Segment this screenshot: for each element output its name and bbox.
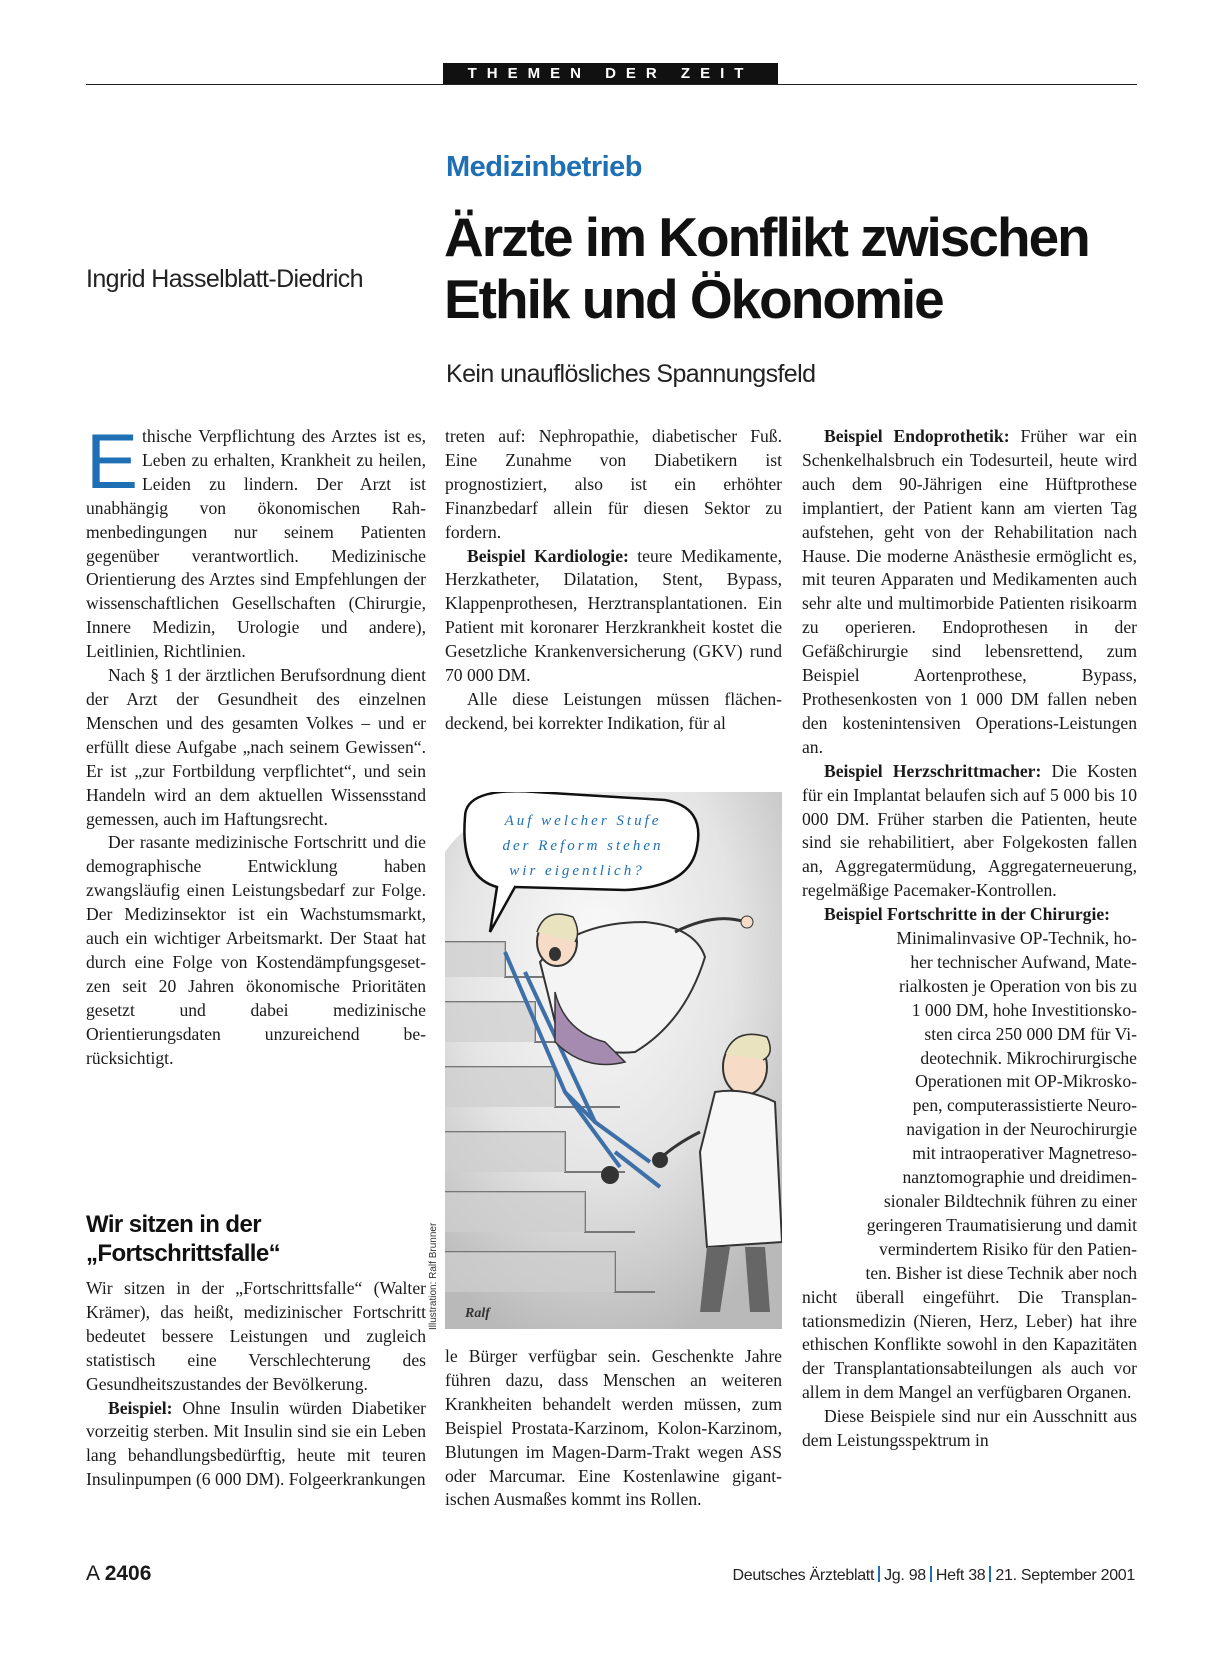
paragraph-text: thische Verpflichtung des Arztes ist es, Leben zu erhalten, Krankheit zu heilen, Leiden zu lindern. Der Arzt ist unabhängig von ökonomischen Rahmenbedingungen nur seinem Patienten gegenüber verantwortlich. Medizinische Orientierung des Arztes sind Empfehlungen der wissenschaftlichen Gesellschaften (Chirurgie, Innere Medizin, Urologie und andere), Leitlinien, Richtlinien. (86, 426, 426, 662)
journal-issue: Heft 38 (935, 1567, 986, 1584)
paragraph: Wir sitzen in der „Fortschrittsfalle“ (Walter Krämer), das heißt, medizinischer Fortschritt bedeutet bessere Leistungen und zugleich statistisch eine Verschlechterung des Gesundheitszustandes der Bevölkerung. (86, 1278, 426, 1394)
wrapped-lines (802, 927, 1137, 1286)
wrapped-line: sionaler Bildtechnik führen zu einer (883, 1191, 1137, 1211)
paragraph-text: teure Medikamente, Herzkatheter, Dilatation, Stent, Bypass, Klappenprothesen, Herztransplantationen. Ein Patient mit koronarer Herzkrankheit kostet die Gesetzliche Krankenversicherung (GKV) rund 70 000 DM. (445, 545, 782, 686)
wrapped-line: ten. Bisher ist diese Technik aber noch (865, 1262, 1137, 1283)
paragraph (802, 903, 1137, 927)
paragraph (86, 1397, 426, 1493)
wrapped-line: rialkosten je Operation von bis zu (899, 975, 1137, 996)
wrapped-line: 1 000 DM, hohe Investitionsko- (911, 999, 1137, 1020)
speech-line-1: Auf welcher Stufe (504, 813, 662, 829)
wrapped-line: nanztomographie und dreidimen- (902, 1167, 1137, 1188)
journal-volume: Jg. 98 (884, 1567, 926, 1584)
drop-cap: E (86, 417, 139, 505)
bold-lead: Beispiel Kardiologie: (467, 545, 629, 566)
paragraph-text: Die Kosten für ein Implantat belaufen sich auf 5 000 bis 10 000 DM. Früher starben die Patienten, heute sind sie rehabilitiert, aber Folgekosten fallen an, Aggregatermüdung, Aggregaterneuerung, regelmäßige Pacemaker-Kontrollen. (802, 760, 1137, 901)
wrapped-line: navigation in der Neurochirurgie (906, 1119, 1137, 1140)
page-number-value: 2406 (104, 1562, 152, 1585)
paragraph (802, 425, 1137, 760)
wrapped-line: Operationen mit OP-Mikrosko- (915, 1071, 1137, 1092)
column-2-top (445, 425, 782, 736)
separator (989, 1566, 991, 1582)
wrapped-line: deotechnik. Mikrochirurgische (920, 1047, 1137, 1068)
bold-lead: Beispiel: (108, 1397, 173, 1418)
section-subhead (86, 1210, 426, 1268)
artist-signature: Ralf (465, 1306, 490, 1321)
subhead-line-1: Wir sitzen in der (86, 1211, 261, 1238)
issue-date: 21. September 2001 (995, 1567, 1135, 1584)
footer-citation (732, 1566, 1135, 1585)
column-1-top (86, 417, 426, 1070)
bold-lead: Beispiel Fortschritte in der Chirurgie: (824, 904, 1111, 925)
column-2-bottom (445, 1345, 782, 1512)
page-number (86, 1562, 151, 1586)
subhead-line-2: „Fortschrittsfalle“ (86, 1240, 280, 1267)
wrapped-line: mit intraoperativer Magnetreso- (912, 1143, 1137, 1164)
article-title (444, 206, 1144, 330)
cartoon-illustration (445, 792, 782, 1329)
paragraph (802, 760, 1137, 903)
wrapped-line: vermindertem Risiko für den Patien- (879, 1238, 1137, 1259)
paragraph: Diese Beispiele sind nur ein Ausschnitt aus dem Leistungsspektrum in (802, 1406, 1137, 1451)
title-line-1: Ärzte im Konflikt zwischen (444, 206, 1089, 268)
article-author: Ingrid Hasselblatt-Diedrich (86, 265, 363, 293)
title-line-2: Ethik und Ökonomie (444, 268, 943, 330)
paragraph: nicht überall eingeführt. Die Transplantationsmedizin (Nieren, Herz, Leber) hat ihre ethischen Konflikte sowohl in den Kapazitäten der Transplantationsabteilungen als auch vor allem in dem Mangel an verfügbaren Organen. (802, 1286, 1137, 1403)
paragraph: le Bürger verfügbar sein. Geschenkte Jahre führen dazu, dass Menschen an weiteren Krankheiten behandelt werden müssen, zum Beispiel Prostata-Karzinom, Kolon-Karzinom, Blutungen im Magen-Darm-Trakt wegen ASS oder Marcumar. Eine Kostenlawine gigantischen Ausmaßes kommt ins Rollen. (445, 1346, 782, 1510)
wrapped-line: geringeren Traumatisierung und damit (866, 1214, 1137, 1235)
speech-line-2: der Reform stehen (502, 838, 664, 854)
speech-line-3: wir eigentlich? (509, 863, 645, 879)
column-1-bottom (86, 1277, 426, 1492)
wrapped-line: sten circa 250 000 DM für Vi- (924, 1023, 1137, 1044)
illustration-credit: Illustration: Ralf Brunner (428, 1222, 439, 1330)
paragraph (86, 417, 426, 664)
paragraph: Nach § 1 der ärztlichen Berufsordnung dient der Arzt der Gesundheit des einzelnen Menschen und des gesamten Volkes – und er erfüllt diese Aufgabe „nach seinem Gewissen“. Er ist „zur Fortbildung verpflichtet“, und sein Handeln wird an dem aktuellen Wissensstand gemessen, auch im Haftungsrecht. (86, 665, 426, 829)
page-prefix: A (86, 1562, 99, 1585)
paragraph-text: Früher war ein Schenkelhalsbruch ein Todesurteil, heute wird auch dem 90-Jährigen eine Hüftprothese implantiert, der Patient kann am vierten Tag aufstehen, geht von der Rehabilitation nach Hause. Die moderne Anästhesie ermöglicht es, mit teuren Apparaten und Medikamenten auch sehr alte und multimorbide Patienten risikoarm zu operieren. Endoprothesen in der Gefäßchirurgie sind lebensrettend, zum Beispiel Aortenprothese, Bypass, Prothesenkosten von 1 000 DM fallen neben den kostenintensiven Operations-Leistungen an. (802, 426, 1137, 757)
paragraph: Alle diese Leistungen müssen flächendeckend, bei korrekter Indikation, für al (445, 688, 782, 733)
wrapped-line: Minimalinvasive OP-Technik, ho- (896, 928, 1137, 949)
article-subtitle: Kein unauflösliches Spannungsfeld (446, 360, 816, 388)
header-rule (86, 84, 1137, 85)
bold-lead: Beispiel Herzschrittmacher: (824, 760, 1042, 781)
separator (930, 1566, 932, 1582)
separator (878, 1566, 880, 1582)
wrapped-line: pen, computerassistierte Neuro- (912, 1095, 1137, 1116)
article-kicker: Medizinbetrieb (446, 151, 643, 183)
column-3 (802, 425, 1137, 1453)
paragraph: Der rasante medizinische Fortschritt und die demographische Entwicklung haben zwangsläufig einen Leistungsbedarf zur Folge. Der Medizinsektor ist ein Wachstumsmarkt, auch ein wichtiger Arbeitsmarkt. Der Staat hat durch eine Folge von Kostendämpfungsgesetzen seit 20 Jahren ökonomische Prioritäten gesetzt und dabei medizinische Orientierungsdaten unzureichend berücksichtigt. (86, 832, 426, 1068)
wrapped-line: her technischer Aufwand, Mate- (910, 951, 1137, 972)
paragraph (445, 545, 782, 688)
paragraph-text: Ohne Insulin würden Diabetiker vorzeitig sterben. Mit Insulin sind sie ein Leben lang behandlungsbedürftig, heute mit teuren Insulinpumpen (6 000 DM). Folgeerkrankungen (86, 1397, 426, 1490)
bold-lead: Beispiel Endoprothetik: (824, 426, 1010, 446)
paragraph: treten auf: Nephropathie, diabetischer Fuß. Eine Zunahme von Diabetikern ist prognostiziert, also ist ein erhöhter Finanzbedarf allein für diesen Sektor zu fordern. (445, 426, 782, 542)
section-label: THEMEN DER ZEIT (443, 63, 778, 85)
journal-name: Deutsches Ärzteblatt (732, 1567, 875, 1584)
